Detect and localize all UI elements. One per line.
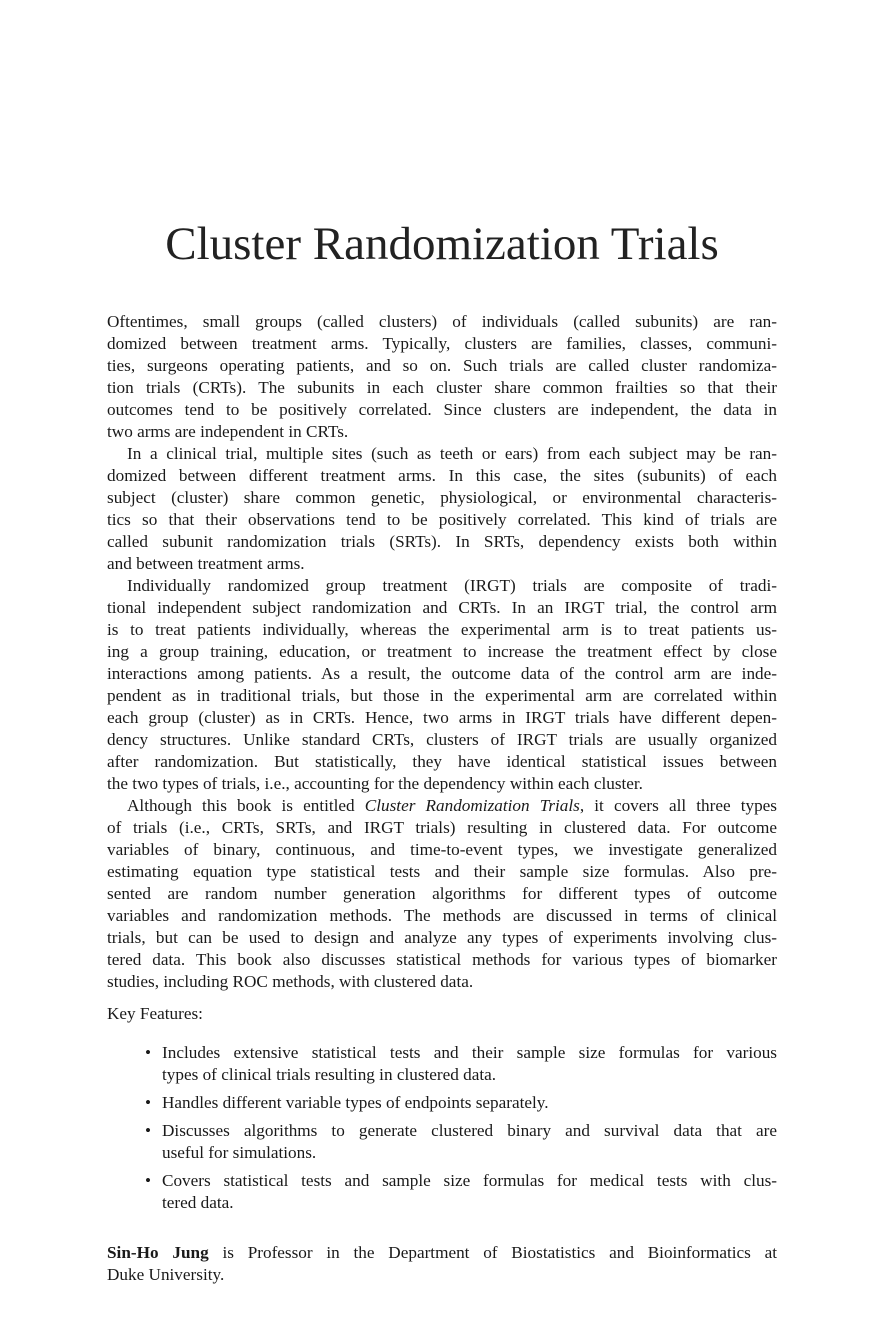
text-line: domized between treatment arms. Typically, clusters are families, classes, communi-: [107, 334, 777, 353]
text-line: Oftentimes, small groups (called clusters) of individuals (called subunits) are ran-: [107, 312, 777, 331]
bullet-icon: •: [145, 1093, 152, 1112]
text-line: subject (cluster) share common genetic, physiological, or environmental characteris-: [107, 488, 777, 507]
text-line: estimating equation type statistical tests and their sample size formulas. Also pre-: [107, 862, 777, 881]
text-segment: Although this book is entitled: [127, 796, 365, 815]
book-title-italic: Cluster Randomization Trials: [364, 796, 580, 815]
text-line: [107, 795, 777, 817]
paragraph: [107, 311, 777, 443]
text-line: the two types of trials, i.e., accounting for the dependency within each cluster.: [107, 774, 643, 793]
text-line: each group (cluster) as in CRTs. Hence, two arms in IRGT trials have different depen-: [107, 708, 777, 727]
text-line: and between treatment arms.: [107, 554, 305, 573]
author-bio: [107, 1242, 777, 1286]
body-text: [107, 311, 777, 993]
text-line: [107, 1242, 777, 1264]
text-line: interactions among patients. As a result, the outcome data of the control arm are inde-: [107, 664, 777, 683]
text-line: In a clinical trial, multiple sites (such as teeth or ears) from each subject may be ran-: [127, 444, 777, 463]
text-segment: is Professor in the Department of Biostatistics and Bioinformatics at: [208, 1243, 777, 1262]
paragraph: [107, 575, 777, 795]
text-line: tional independent subject randomization and CRTs. In an IRGT trial, the control arm: [107, 598, 777, 617]
key-features-label: Key Features:: [107, 1004, 203, 1023]
text-line: useful for simulations.: [162, 1143, 317, 1162]
bullet-icon: •: [145, 1171, 152, 1190]
text-line: two arms are independent in CRTs.: [107, 422, 349, 441]
feature-list-item: [145, 1042, 777, 1086]
text-line: dency structures. Unlike standard CRTs, clusters of IRGT trials are usually organized: [107, 730, 777, 749]
text-line: variables and randomization methods. The methods are discussed in terms of clinical: [107, 906, 777, 925]
text-line: sented are random number generation algorithms for different types of outcome: [107, 884, 777, 903]
feature-list-item: [145, 1092, 777, 1114]
text-segment: , it covers all three types: [579, 796, 777, 815]
text-line: ties, surgeons operating patients, and so on. Such trials are called cluster randomiza-: [107, 356, 777, 375]
text-line: tered data. This book also discusses statistical methods for various types of biomarker: [107, 950, 777, 969]
text-line: called subunit randomization trials (SRTs). In SRTs, dependency exists both within: [107, 532, 777, 551]
text-line: variables of binary, continuous, and time-to-event types, we investigate generalized: [107, 840, 777, 859]
text-line: tics so that their observations tend to be positively correlated. This kind of trials are: [107, 510, 777, 529]
text-line: outcomes tend to be positively correlated. Since clusters are independent, the data in: [107, 400, 777, 419]
paragraph: [107, 443, 777, 575]
text-line: studies, including ROC methods, with clustered data.: [107, 972, 474, 991]
feature-list-item: [145, 1170, 777, 1214]
text-line: of trials (i.e., CRTs, SRTs, and IRGT trials) resulting in clustered data. For outcome: [107, 818, 777, 837]
page-title: Cluster Randomization Trials: [165, 218, 719, 270]
author-name: Sin-Ho Jung: [107, 1243, 209, 1262]
text-line: Covers statistical tests and sample size formulas for medical tests with clus-: [162, 1171, 777, 1190]
text-line: after randomization. But statistically, they have identical statistical issues between: [107, 752, 777, 771]
bullet-icon: •: [145, 1121, 152, 1140]
bullet-icon: •: [145, 1043, 152, 1062]
feature-list-item: [145, 1120, 777, 1164]
text-line: domized between different treatment arms. In this case, the sites (subunits) of each: [107, 466, 777, 485]
text-line: is to treat patients individually, whereas the experimental arm is to treat patients us-: [107, 620, 777, 639]
key-features-list: [145, 1042, 777, 1220]
paragraph: [107, 795, 777, 993]
text-line: Handles different variable types of endpoints separately.: [162, 1093, 549, 1112]
text-line: Includes extensive statistical tests and their sample size formulas for various: [162, 1043, 777, 1062]
text-line: trials, but can be used to design and analyze any types of experiments involving clus-: [107, 928, 777, 947]
text-line: types of clinical trials resulting in clustered data.: [162, 1065, 497, 1084]
text-line: ing a group training, education, or treatment to increase the treatment effect by close: [107, 642, 777, 661]
text-line: tion trials (CRTs). The subunits in each cluster share common frailties so that their: [107, 378, 777, 397]
text-line: Duke University.: [107, 1265, 225, 1284]
text-line: Discusses algorithms to generate clustered binary and survival data that are: [162, 1121, 777, 1140]
text-line: Individually randomized group treatment (IRGT) trials are composite of tradi-: [127, 576, 777, 595]
text-line: pendent as in traditional trials, but those in the experimental arm are correlated within: [107, 686, 777, 705]
text-line: tered data.: [162, 1193, 234, 1212]
